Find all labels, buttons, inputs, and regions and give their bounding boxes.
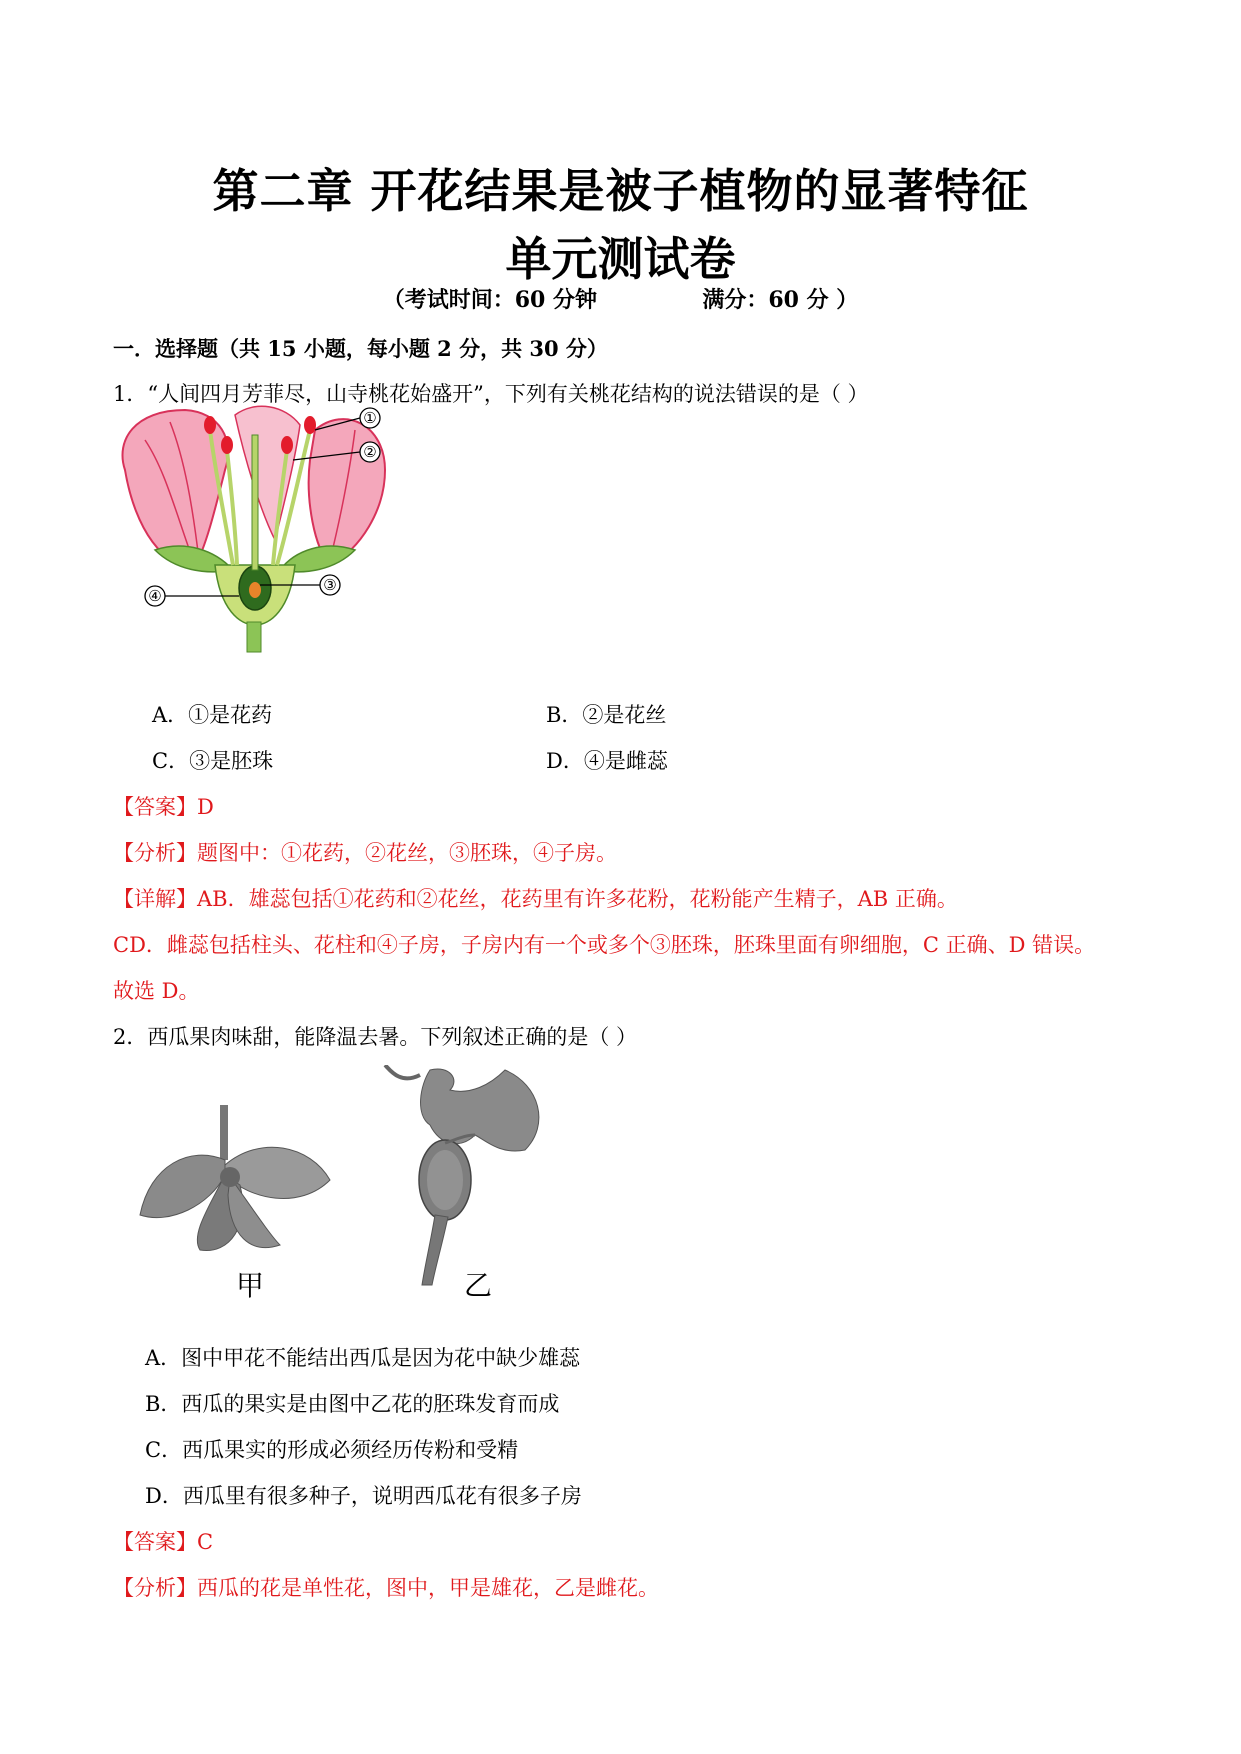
q2-analysis: 【分析】西瓜的花是单性花，图中，甲是雄花，乙是雌花。 (113, 1576, 659, 1600)
q2-answer: 【答案】C (113, 1530, 214, 1554)
q1-option-c: C．③是胚珠 (152, 749, 274, 773)
flower-label-jia: 甲 (235, 1269, 265, 1302)
q1-detail-ab: 【详解】AB．雄蕊包括①花药和②花丝，花药里有许多花粉，花粉能产生精子，AB 正确。 (113, 887, 958, 911)
section-heading: 一．选择题（共 15 小题，每小题 2 分，共 30 分） (113, 336, 608, 361)
exam-meta (0, 283, 1241, 314)
q1-analysis: 【分析】题图中：①花药，②花丝，③胚珠，④子房。 (113, 841, 617, 865)
watermelon-flowers-figure (130, 1065, 630, 1305)
q1-stem: 1．“人间四月芳菲尽，山寺桃花始盛开”，下列有关桃花结构的说法错误的是（ ） (113, 382, 869, 406)
q1-detail-cd: CD．雌蕊包括柱头、花柱和④子房，子房内有一个或多个③胚珠，胚珠里面有卵细胞，C 正确、D 错误。 (113, 933, 1096, 957)
exam-title-line2: 单元测试卷 (505, 232, 736, 286)
exam-time: （考试时间：60 分钟 (382, 287, 597, 313)
q1-option-a: A．①是花药 (152, 703, 273, 727)
svg-text:③: ③ (323, 576, 337, 594)
exam-title-line1: 第二章 开花结果是被子植物的显著特征 (212, 164, 1029, 218)
q2-option-a: A．图中甲花不能结出西瓜是因为花中缺少雄蕊 (145, 1346, 581, 1370)
svg-text:①: ① (363, 409, 377, 427)
peach-flower-figure (115, 400, 435, 655)
q1-conclusion: 故选 D。 (113, 979, 200, 1003)
exam-score: 满分：60 分 ） (702, 287, 859, 313)
svg-text:②: ② (363, 443, 377, 461)
q1-answer: 【答案】D (113, 795, 214, 819)
q1-option-d: D．④是雌蕊 (546, 749, 668, 773)
q2-option-d: D．西瓜里有很多种子，说明西瓜花有很多子房 (145, 1484, 582, 1508)
q2-stem: 2．西瓜果肉味甜，能降温去暑。下列叙述正确的是（ ） (113, 1025, 638, 1049)
q2-option-c: C．西瓜果实的形成必须经历传粉和受精 (145, 1438, 519, 1462)
svg-text:④: ④ (148, 587, 162, 605)
flower-label-yi: 乙 (463, 1269, 493, 1302)
q2-option-b: B．西瓜的果实是由图中乙花的胚珠发育而成 (145, 1392, 560, 1416)
q1-option-b: B．②是花丝 (546, 703, 667, 727)
